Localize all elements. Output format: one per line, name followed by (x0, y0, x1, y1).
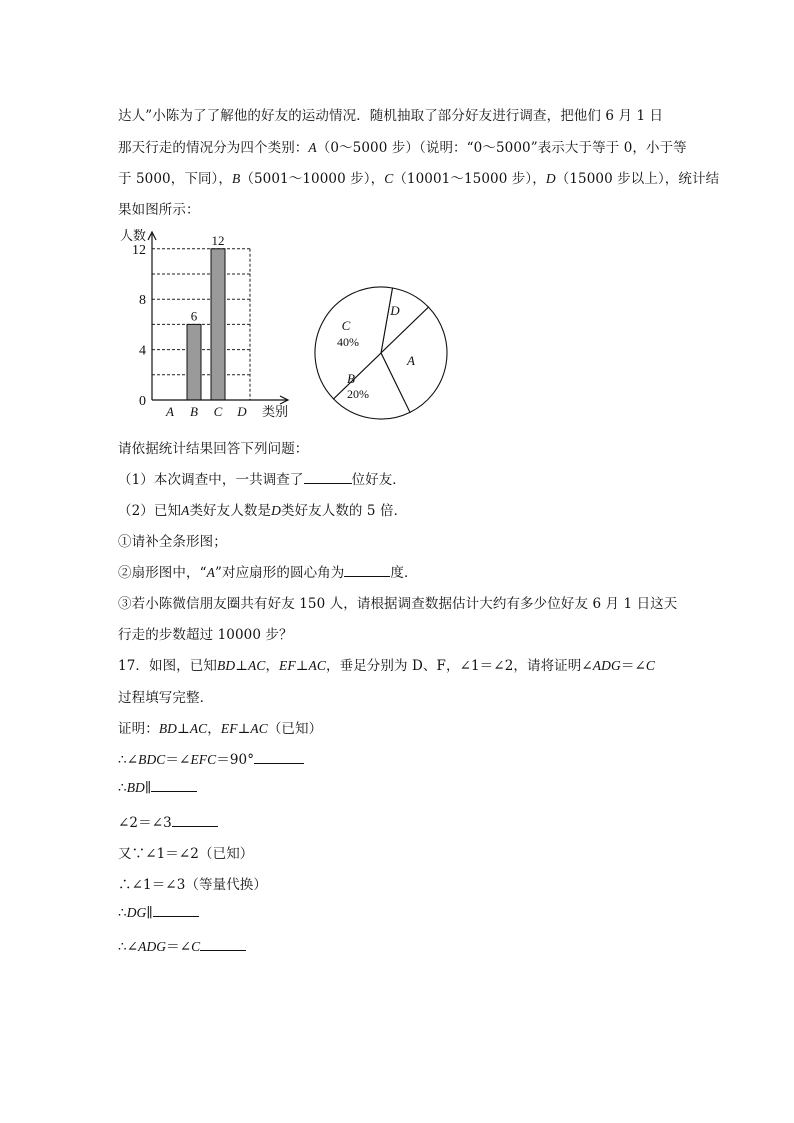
answer-blank[interactable] (151, 779, 197, 792)
intro-line-2: 那天行走的情况分为四个类别：A（0～5000 步）（说明：“0～5000”表示大于等于 0，小于等 (118, 140, 687, 156)
q17-line-2: 过程填写完整． (118, 690, 214, 706)
answer-blank[interactable] (200, 938, 246, 951)
y-axis-title: 人数 (120, 228, 147, 243)
sub-question-3-line-1: ③若小陈微信朋友圈共有好友 150 人，请根据调查数据估计大约有多少位好友 6 月 1 日这天 (118, 596, 678, 612)
y-tick-label: 12 (132, 242, 146, 258)
bar-data-label: 12 (211, 232, 225, 248)
questions-prompt: 请依据统计结果回答下列问题： (118, 441, 309, 457)
pie-label: D (390, 303, 400, 318)
y-tick-label: 4 (139, 343, 146, 359)
proof-line-6: ∴∠1＝∠3（等量代换） (118, 877, 268, 893)
intro-line-1: 达人”小陈为了了解他的好友的运动情况．随机抽取了部分好友进行调查，把他们 6 月 1 日 (118, 108, 664, 124)
pie-label: C (341, 318, 351, 333)
intro-line-3: 于 5000，下同），B（5001～10000 步），C（10001～15000 步），D（15000 步以上），统计结 (118, 171, 720, 187)
bar-c (211, 249, 225, 400)
question-1: （1）本次调查中，一共调查了 位好友． (118, 472, 406, 488)
x-tick-label: C (213, 404, 223, 419)
proof-line-1: 证明：BD⊥AC，EF⊥AC（已知） (118, 721, 323, 737)
bar-chart (118, 224, 298, 424)
answer-blank[interactable] (153, 904, 199, 917)
answer-blank[interactable] (344, 564, 390, 577)
y-tick-label: 8 (139, 293, 146, 309)
sub-question-1: ①请补全条形图； (118, 534, 227, 550)
proof-line-3: ∴BD∥ (118, 779, 197, 796)
sub-question-2: ②扇形图中，“A”对应扇形的圆心角为 度． (118, 565, 418, 581)
sub-question-3-line-2: 行走的步数超过 10000 步？ (118, 627, 293, 643)
q17-line-1: 17．如图，已知BD⊥AC，EF⊥AC，垂足分别为 D、F，∠1＝∠2，请将证明∠ADG＝∠C (118, 658, 655, 674)
answer-blank[interactable] (254, 751, 304, 764)
pie-label: B (347, 371, 355, 386)
x-tick-label: D (237, 404, 247, 419)
proof-line-2: ∴∠BDC＝∠EFC＝90° (118, 748, 304, 768)
x-tick-label: B (190, 404, 198, 419)
bar-b (187, 324, 201, 400)
intro-line-4: 果如图所示： (118, 202, 200, 218)
y-tick-label: 0 (139, 394, 146, 409)
question-2: （2）已知A类好友人数是D类好友人数的 5 倍． (118, 503, 408, 519)
proof-line-8: ∴∠ADG＝∠C (118, 935, 246, 955)
answer-blank[interactable] (304, 471, 352, 484)
x-axis-title: 类别 (262, 404, 289, 419)
answer-blank[interactable] (172, 814, 218, 827)
pie-chart (308, 280, 454, 426)
proof-line-4: ∠2＝∠3 (118, 811, 218, 831)
pie-percent-label: 20% (347, 387, 369, 401)
bar-data-label: 6 (190, 308, 198, 324)
proof-line-7: ∴DG∥ (118, 904, 199, 921)
pie-label: A (407, 353, 415, 368)
proof-line-5: 又∵∠1＝∠2（已知） (118, 846, 254, 862)
pie-percent-label: 40% (337, 335, 359, 349)
x-tick-label: A (166, 404, 174, 419)
